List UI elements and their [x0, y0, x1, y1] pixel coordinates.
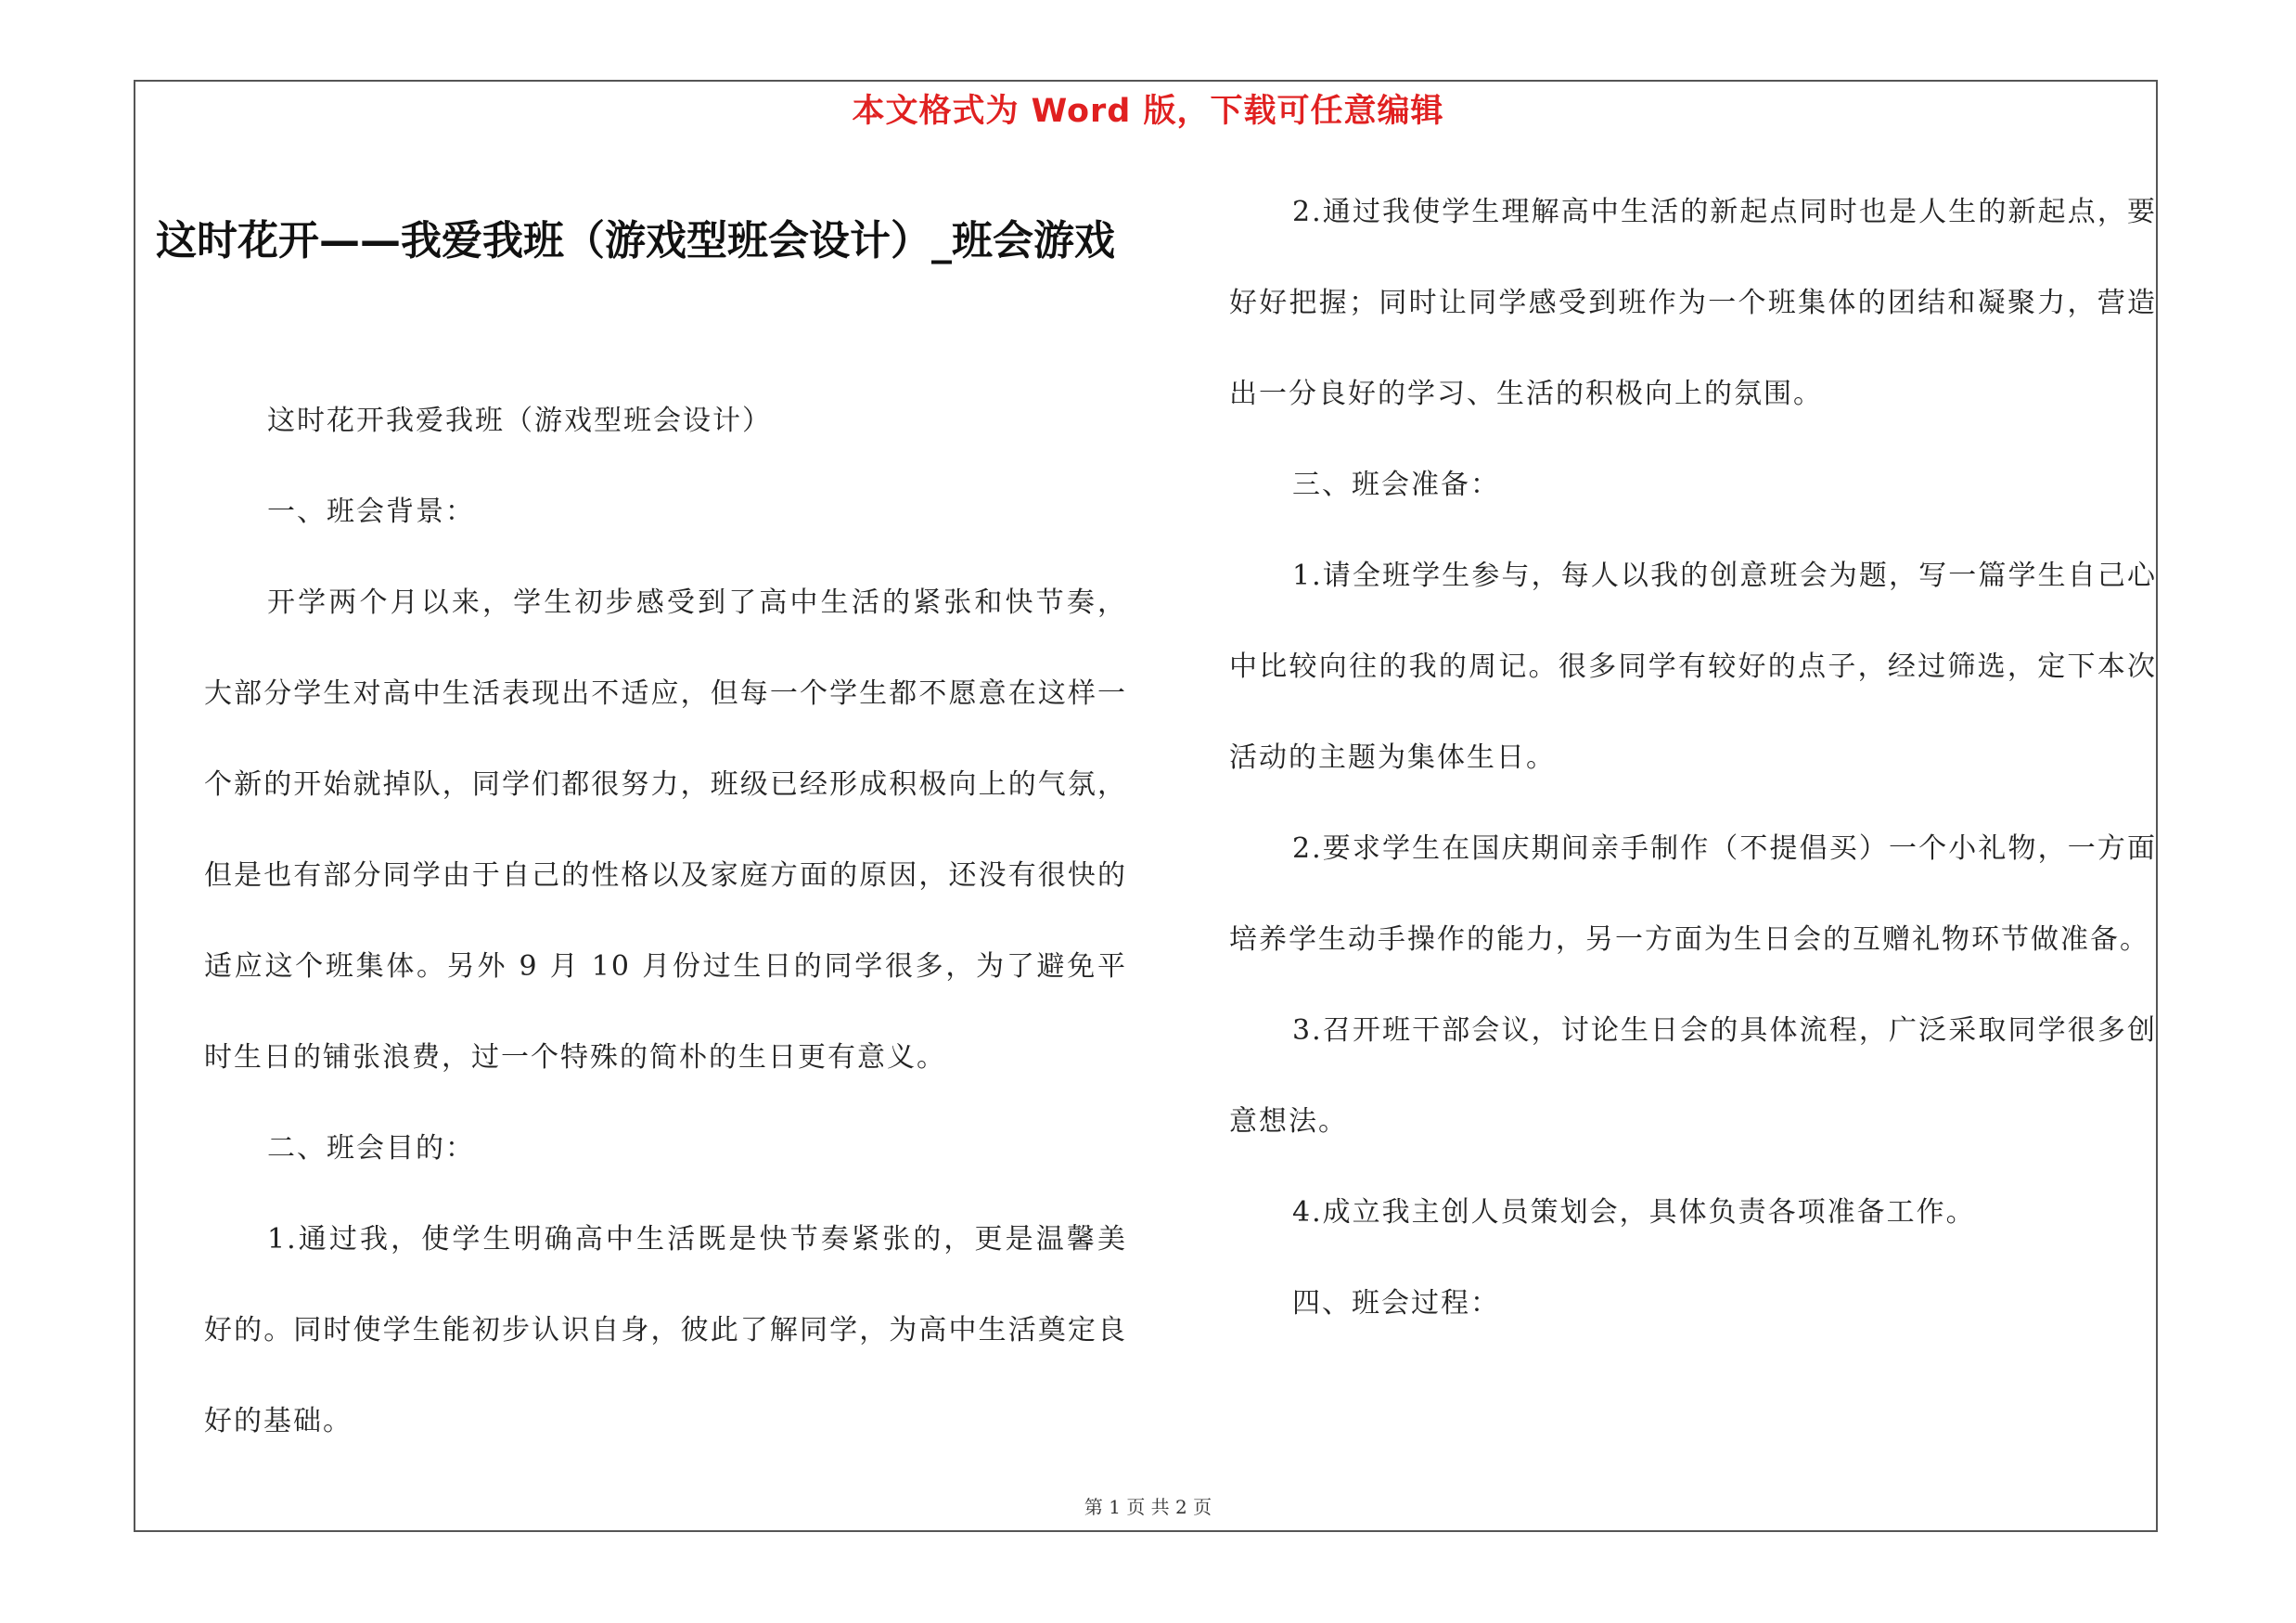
section-heading-purpose: 二、班会目的：: [267, 1132, 475, 1165]
page-number-footer: 第 1 页 共 2 页: [1084, 1496, 1212, 1518]
purpose-item-2: 2.通过我使学生理解高中生活的新起点同时也是人生的新起点，要好好把握；同时让同学感受到班作为一个班集体的团结和凝聚力，营造出一分良好的学习、生活的积极向上的氛围。: [1229, 196, 2157, 410]
preparation-item-4: 4.成立我主创人员策划会，具体负责各项准备工作。: [1292, 1196, 1976, 1229]
document-title: 这时花开——我爱我班（游戏型班会设计）_班会游戏: [156, 217, 1115, 264]
section-heading-process: 四、班会过程：: [1292, 1287, 1500, 1320]
section-heading-background: 一、班会背景：: [267, 496, 475, 528]
left-column: [204, 376, 1127, 1467]
subtitle-paragraph: 这时花开我爱我班（游戏型班会设计）: [267, 405, 772, 437]
preparation-item-1: 1.请全班学生参与，每人以我的创意班会为题，写一篇学生自己心中比较向往的我的周记。很多同学有较好的点子，经过筛选，定下本次活动的主题为集体生日。: [1229, 560, 2157, 774]
section-heading-preparation: 三、班会准备：: [1292, 469, 1500, 501]
purpose-item-1: 1.通过我，使学生明确高中生活既是快节奏紧张的，更是温馨美好的。同时使学生能初步认识自身，彼此了解同学，为高中生活奠定良好的基础。: [204, 1223, 1127, 1437]
right-column: [1229, 167, 2157, 1349]
background-paragraph: 开学两个月以来，学生初步感受到了高中生活的紧张和快节奏，大部分学生对高中生活表现出不适应，但每一个学生都不愿意在这样一个新的开始就掉队，同学们都很努力，班级已经形成积极向上的气氛，但是也有部分同学由于自己的性格以及家庭方面的原因，还没有很快的适应这个班集体。另外 9 月 10 月份过生日的同学很多，为了避免平时生日的铺张浪费，过一个特殊的简朴的生日更有意义。: [204, 586, 1127, 1074]
format-banner: 本文格式为 Word 版，下载可任意编辑: [852, 93, 1444, 130]
preparation-item-2: 2.要求学生在国庆期间亲手制作（不提倡买）一个小礼物，一方面培养学生动手操作的能力，另一方面为生日会的互赠礼物环节做准备。: [1229, 832, 2157, 956]
preparation-item-3: 3.召开班干部会议，讨论生日会的具体流程，广泛采取同学很多创意想法。: [1229, 1014, 2157, 1138]
